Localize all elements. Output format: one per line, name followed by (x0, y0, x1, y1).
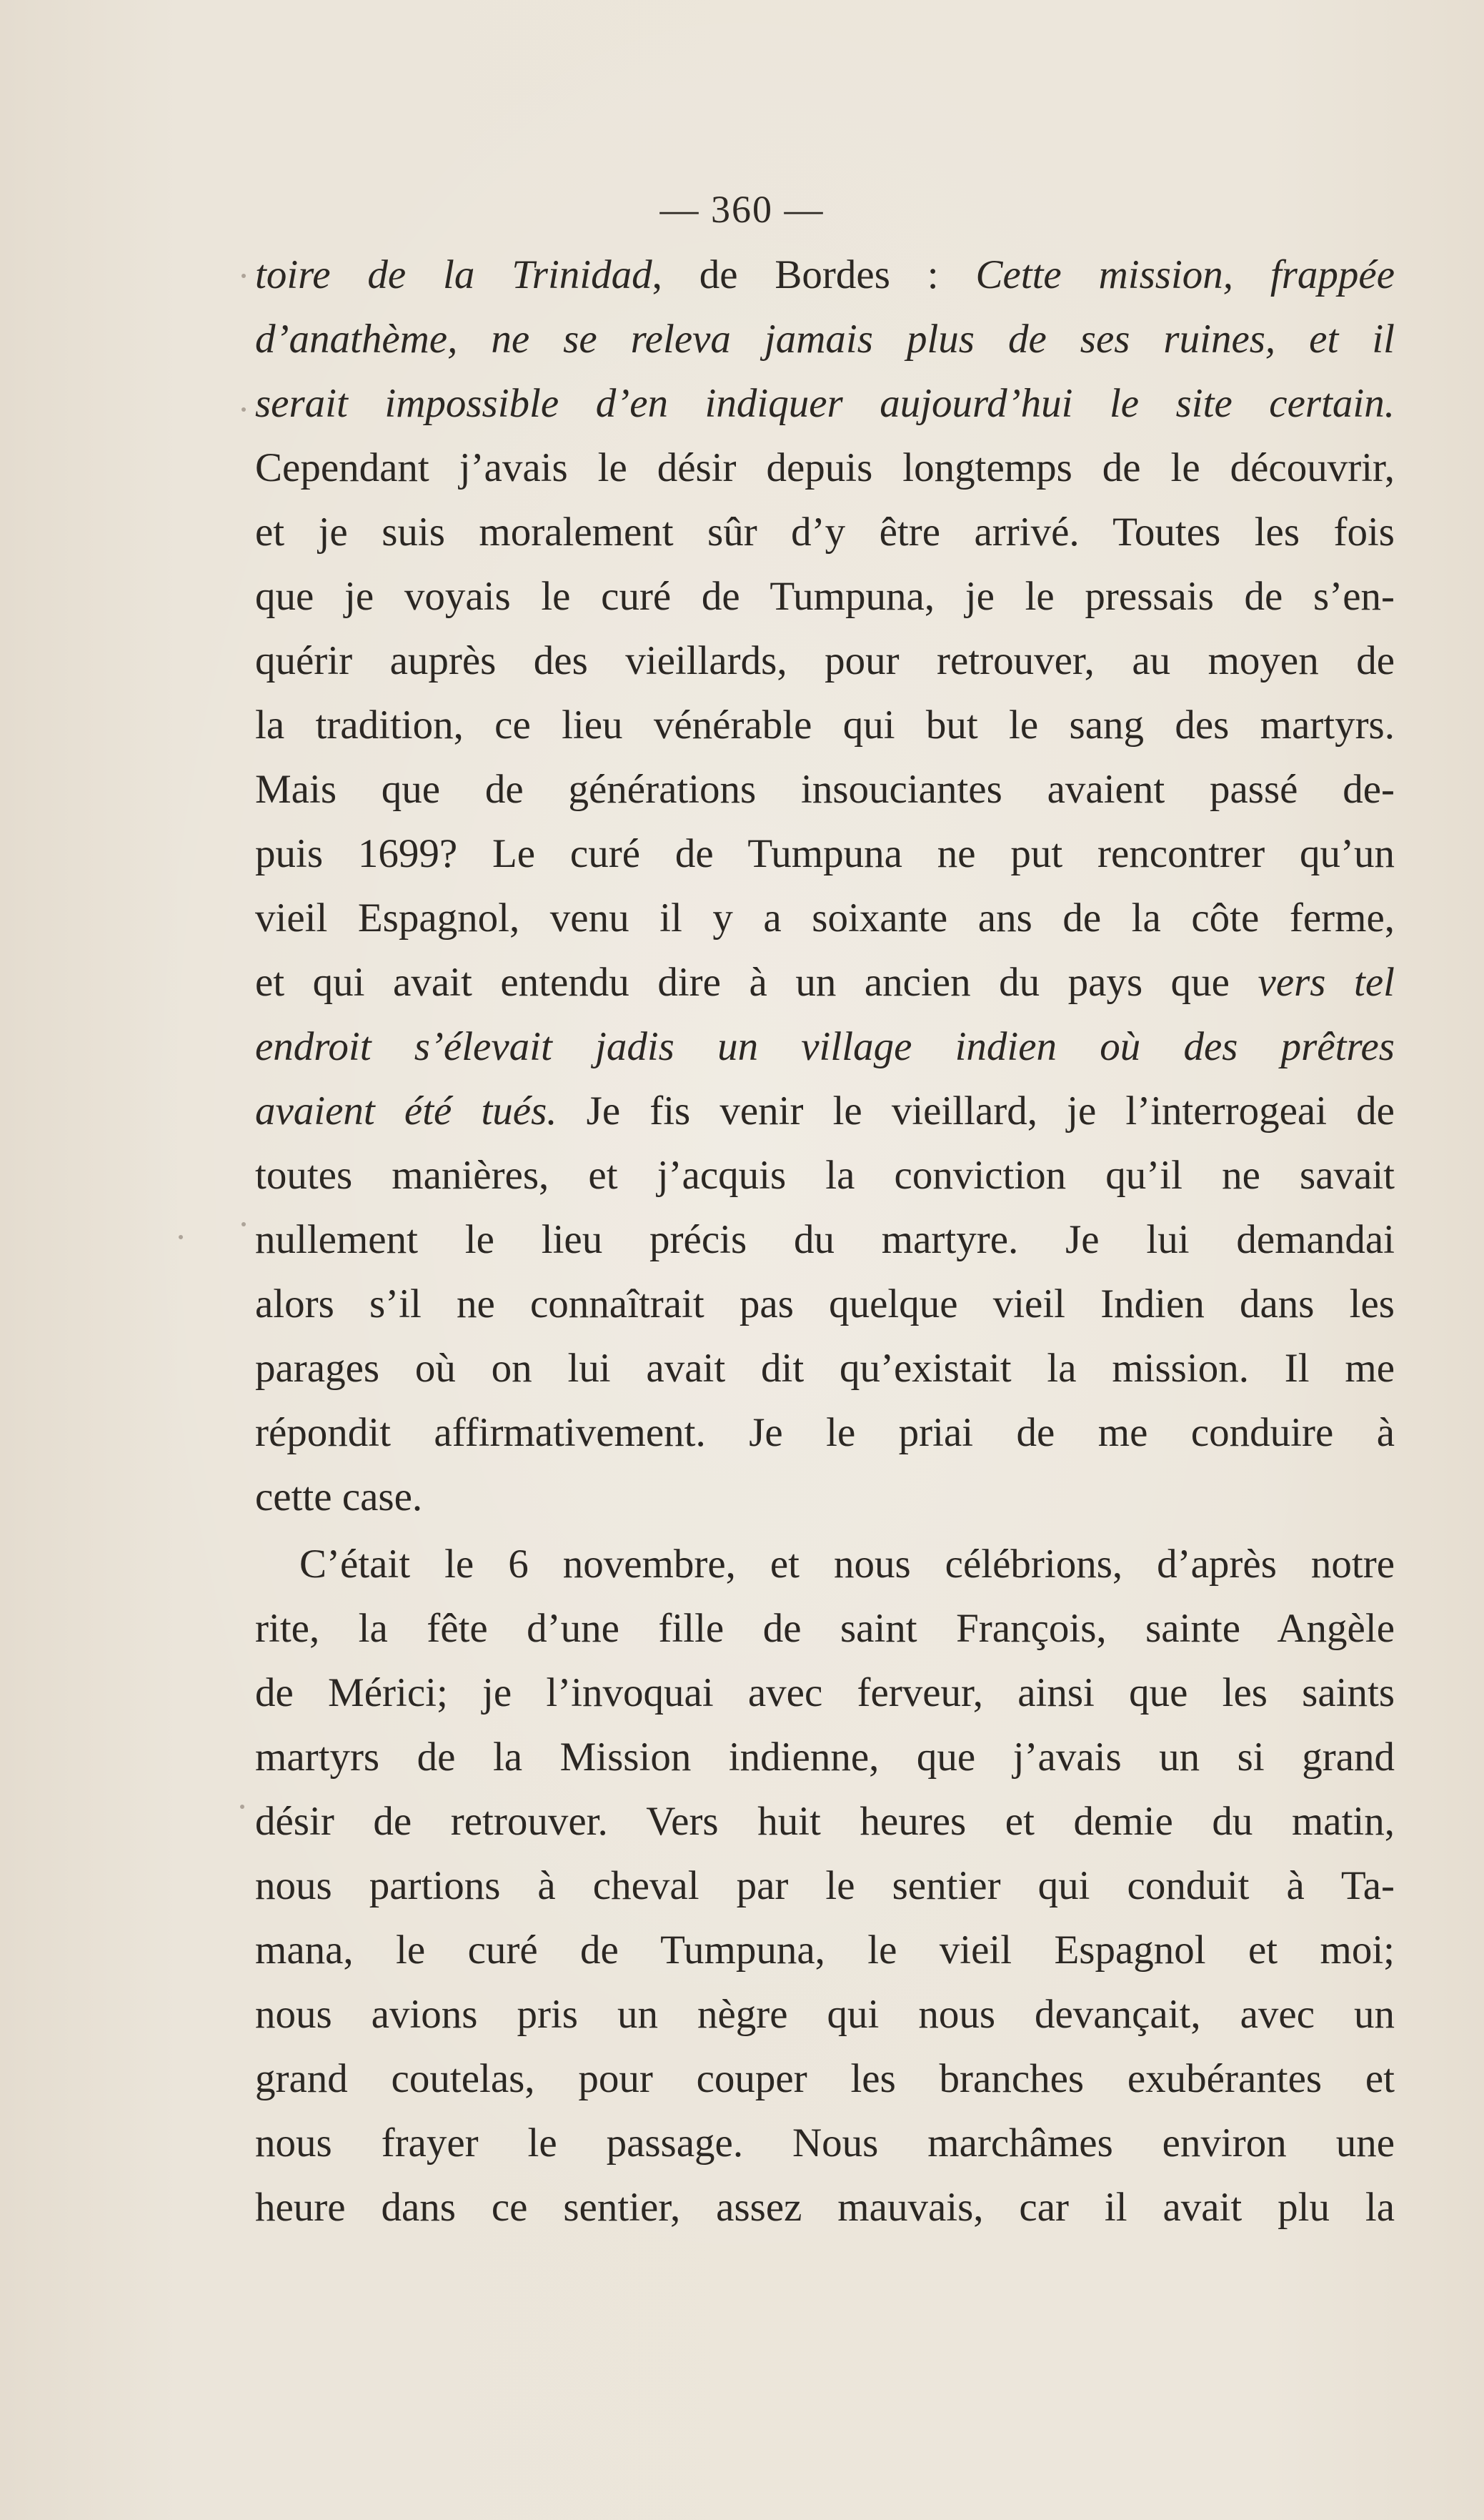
text-line (255, 1079, 1395, 1144)
text-run: que je voyais le curé de Tumpuna, je le pressais de s’en- (255, 574, 1395, 619)
text-run: rite, la fête d’une fille de saint François, sainte Angèle (255, 1606, 1395, 1651)
page-number: — 360 — (659, 188, 825, 231)
text-run: nous avions pris un nègre qui nous devançait, avec un (255, 1992, 1395, 2037)
text-line (255, 2047, 1395, 2111)
italic-text: serait impossible d’en indiquer aujourd’hui le site certain. (255, 381, 1395, 426)
text-run: vieil Espagnol, venu il y a soixante ans de la côte ferme, (255, 896, 1395, 941)
text-run: répondit affirmativement. Je le priai de me conduire à (255, 1410, 1395, 1455)
text-run: de Mérici; je l’invoquai avec ferveur, ainsi que les saints (255, 1670, 1395, 1715)
text-run: heure dans ce sentier, assez mauvais, car il avait plu la (255, 2185, 1395, 2230)
text-run: parages où on lui avait dit qu’existait la mission. Il me (255, 1346, 1395, 1391)
paper-speck (241, 1222, 246, 1226)
text-line (255, 1918, 1395, 1983)
text-line (255, 629, 1395, 693)
text-line (255, 1790, 1395, 1854)
paper-speck (241, 274, 246, 278)
text-run: et je suis moralement sûr d’y être arrivé. Toutes les fois (255, 510, 1395, 555)
text-run: alors s’il ne connaîtrait pas quelque vieil Indien dans les (255, 1281, 1395, 1326)
text-line (255, 500, 1395, 565)
text-line (255, 2176, 1395, 2240)
text-line (255, 307, 1395, 372)
text-run: mana, le curé de Tumpuna, le vieil Espagnol et moi; (255, 1928, 1395, 1973)
text-line (255, 758, 1395, 822)
text-line (255, 1725, 1395, 1790)
text-run: , de Bordes : (652, 252, 976, 297)
text-line (255, 822, 1395, 886)
body-text (255, 243, 1395, 2240)
text-run: nous frayer le passage. Nous marchâmes environ une (255, 2120, 1395, 2166)
text-run: quérir auprès des vieillards, pour retrouver, au moyen de (255, 638, 1395, 683)
italic-text: vers tel (1258, 960, 1395, 1005)
text-run: et qui avait entendu dire à un ancien du pays que (255, 960, 1258, 1005)
text-run: Mais que de générations insouciantes avaient passé de- (255, 767, 1395, 812)
text-run: puis 1699? Le curé de Tumpuna ne put rencontrer qu’un (255, 831, 1395, 876)
text-run: nous partions à cheval par le sentier qui conduit à Ta- (255, 1863, 1395, 1908)
text-run: désir de retrouver. Vers huit heures et demie du matin, (255, 1799, 1395, 1844)
text-run: martyrs de la Mission indienne, que j’avais un si grand (255, 1735, 1395, 1780)
text-line (255, 1401, 1395, 1465)
text-run: grand coutelas, pour couper les branches exubérantes et (255, 2056, 1395, 2101)
text-line (255, 436, 1395, 500)
text-run: Je fis venir le vieillard, je l’interrogeai de (557, 1088, 1395, 1133)
text-line (255, 1272, 1395, 1336)
text-line (255, 1597, 1395, 1661)
text-line (255, 243, 1395, 307)
text-line (255, 565, 1395, 629)
italic-text: avaient été tués. (255, 1088, 557, 1133)
text-line (255, 372, 1395, 436)
italic-text: Cette mission, frappée (975, 252, 1395, 297)
text-run: cette case. (255, 1474, 423, 1519)
text-line (255, 1015, 1395, 1079)
italic-text: endroit s’élevait jadis un village indien où des prêtres (255, 1024, 1395, 1069)
text-run: C’était le 6 novembre, et nous célébrions, d’après notre (299, 1542, 1395, 1587)
italic-text: d’anathème, ne se releva jamais plus de ses ruines, et il (255, 317, 1395, 362)
text-line (255, 693, 1395, 758)
paper-speck (179, 1235, 183, 1239)
paper-speck (241, 407, 246, 412)
text-line (255, 1532, 1395, 1597)
text-line (255, 1854, 1395, 1918)
text-line (255, 1465, 1395, 1529)
paper-speck (240, 1805, 244, 1809)
text-line (255, 1983, 1395, 2047)
text-run: la tradition, ce lieu vénérable qui but le sang des martyrs. (255, 703, 1395, 748)
text-run: nullement le lieu précis du martyre. Je lui demandai (255, 1217, 1395, 1262)
text-line (255, 886, 1395, 951)
italic-text: toire de la Trinidad (255, 252, 652, 297)
text-line (255, 1144, 1395, 1208)
text-run: toutes manières, et j’acquis la conviction qu’il ne savait (255, 1153, 1395, 1198)
text-line (255, 1336, 1395, 1401)
text-line (255, 951, 1395, 1015)
text-run: Cependant j’avais le désir depuis longtemps de le découvrir, (255, 445, 1395, 490)
text-line (255, 1661, 1395, 1725)
text-line (255, 1208, 1395, 1272)
text-line (255, 2111, 1395, 2176)
